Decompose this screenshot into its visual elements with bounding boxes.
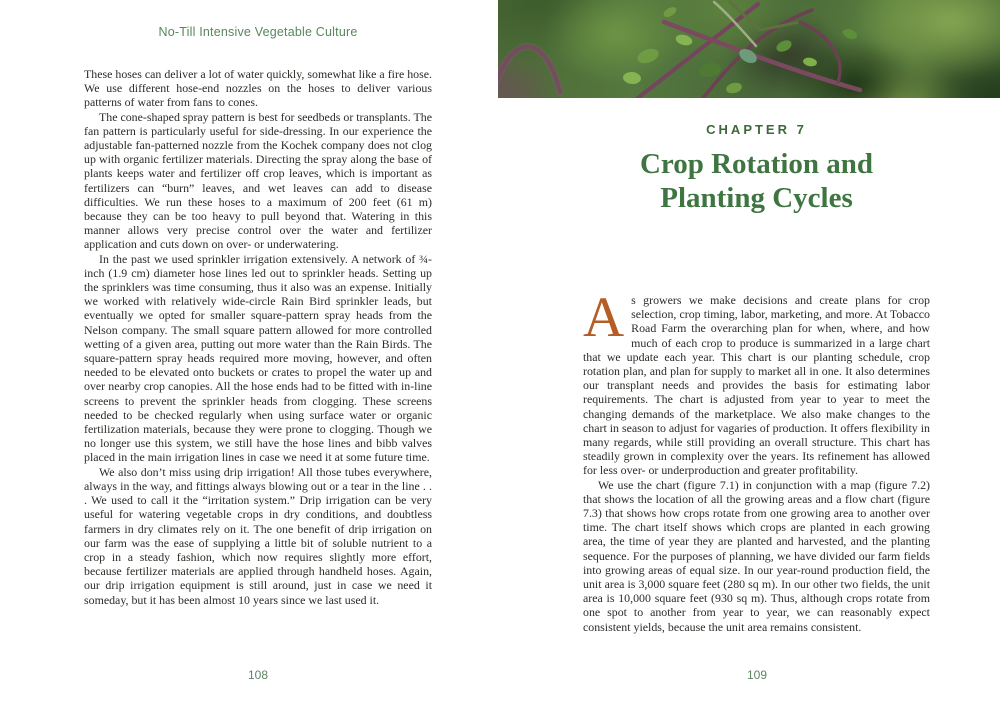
paragraph-text: s growers we make decisions and create plans for crop selection, crop timing, labor, marketing, and more. At Tobacco Road Farm the overarching plan for when, where, and how much of each crop to produce is summarized in a large chart that we update each year. This chart is our planting schedule, crop rotation plan, and plan for supply to market all in one. It also determines our transplant needs and provides the basis for estimating labor requirements. The chart is adjusted from year to year to meet the changing demands of the marketplace. We also make changes to the chart in season to adjust for vagaries of production. It offers flexibility in many regards, while still providing an overall structure. This chart has steadily grown in complexity over the years. Its refinement has allowed for less over- or underproduction and greater profitability. [583,293,930,478]
paragraph-with-dropcap [583,286,930,478]
left-page [0,0,498,714]
right-page [498,0,1000,714]
chapter-title [543,147,970,215]
photo-vine-stems [498,0,1000,98]
paragraph: The cone-shaped spray pattern is best for seedbeds or transplants. The fan pattern is particularly useful for side-dressing. In our experience the adjustable fan-patterned nozzle from the Kochek company does not clog up with organic fertilizer materials. Directing the spray along the base of plants keeps water and fertilizer off crop leaves, which is important as fertilizers can “burn” leaves, and wet leaves can add to disease difficulties. We run these hoses to a maximum of 200 feet (61 m) because they can be too heavy to pull beyond that. Watering in this manner allows very precise control over the water and fertilizer application and cuts down on over- or underwatering. [84,109,432,252]
right-text-column [583,286,930,634]
paragraph: We also don’t miss using drip irrigation! All those tubes everywhere, always in the way, and fittings always blowing out or a tear in the line . . . We used to call it the “irritation system.” Drip irrigation can be very useful for watering vegetable crops in dry conditions, and doubtless farmers in dry climates rely on it. The one benefit of drip irrigation on our farm was the ease of supplying a little bit of soluble nutrient to a crop in a steady fashion, which now requires slightly more effort, because fertilizer materials are applied through handheld hoses. Again, our drip irrigation equipment is still around, just in case we need it someday, but it has been almost 10 years since we last used it. [84,464,432,607]
left-page-number: 108 [247,668,269,682]
chapter-label: CHAPTER 7 [706,122,807,137]
drop-cap: A [583,286,625,349]
chapter-title-line2: Planting Cycles [660,182,853,214]
left-text-column [84,67,432,607]
paragraph: In the past we used sprinkler irrigation extensively. A network of ¾-inch (1.9 cm) diameter hose lines led out to sprinkler heads. Setting up the sprinklers was time consuming, thus it also was an expense. Initially we worked with relatively wide-circle Rain Bird sprinkler leads, but eventually we opted for smaller square-pattern spray heads from the Nelson company. The small square pattern allowed for more controlled wetting of a given area, putting out more water than the Rain Birds. The square-pattern spray heads required more moving, however, and often needed to be elevated onto buckets or crates to propel the water up and over nearby crop canopies. All the hose ends had to be fitted with in-line screens to prevent the sprinkler heads from clogging. These screens needed to be checked regularly when using surface water or organic fertilization materials, because they were prone to clogging. Though we no longer use this system, we still have the hose lines and bibb valves placed in the main irrigation lines in case we need it at some future time. [84,251,432,465]
paragraph: These hoses can deliver a lot of water quickly, somewhat like a fire hose. We use different hose-end nozzles on the hoses to deliver various patterns of water from fans to cones. [84,67,432,110]
chapter-title-line1: Crop Rotation and [639,148,874,180]
right-page-number: 109 [746,668,768,682]
chapter-opener-photo [498,0,1000,98]
running-header: No-Till Intensive Vegetable Culture [158,25,358,39]
paragraph: We use the chart (figure 7.1) in conjunction with a map (figure 7.2) that shows the location of all the growing areas and a flow chart (figure 7.3) that shows how crops rotate from one growing area to another over time. The chart itself shows which crops are planted in each growing area, the time of year they are planted and harvested, and the planting sequence. For the purposes of planning, we have divided our farm fields into growing areas of equal size. In our year-round production field, the unit area is 3,000 square feet (280 sq m). In our other two fields, the unit area is 10,000 square feet (930 sq m). Thus, although crops rotate from one spot to another from year to year, we can reasonably expect consistent yields, because the unit area remains consistent. [583,477,930,634]
